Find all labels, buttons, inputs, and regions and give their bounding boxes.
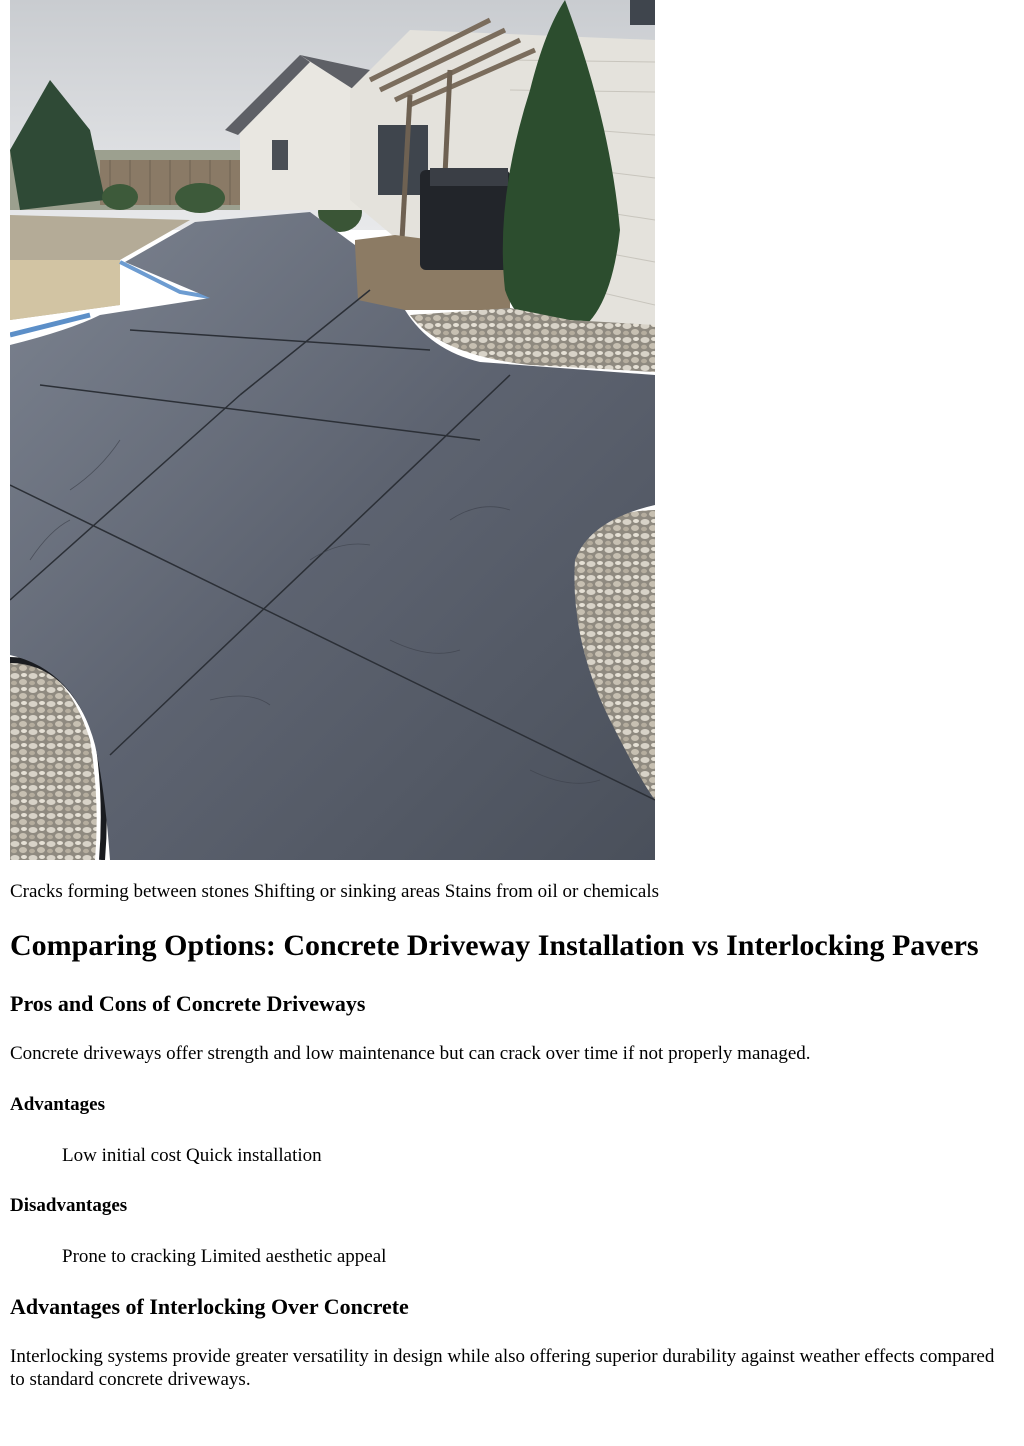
- section-paragraph-interlocking: Interlocking systems provide greater versatility in design while also offering superior durability against weather effects compared to standard concrete driveways.: [10, 1346, 995, 1390]
- section-heading-interlocking-advantages: Advantages of Interlocking Over Concrete: [10, 1294, 409, 1319]
- advantages-heading: Advantages: [10, 1094, 106, 1115]
- main-heading: Comparing Options: Concrete Driveway Installation vs Interlocking Pavers: [10, 929, 979, 962]
- image-caption: Cracks forming between stones Shifting or sinking areas Stains from oil or chemicals: [10, 881, 660, 902]
- disadvantages-heading: Disadvantages: [10, 1195, 128, 1216]
- advantages-list: Low initial cost Quick installation: [62, 1145, 322, 1166]
- section-heading-concrete-pros-cons: Pros and Cons of Concrete Driveways: [10, 991, 366, 1016]
- disadvantages-list: Prone to cracking Limited aesthetic appeal: [62, 1246, 387, 1267]
- hero-photo-illustration: [10, 0, 655, 860]
- section-paragraph-concrete: Concrete driveways offer strength and low maintenance but can crack over time if not properly managed.: [10, 1043, 811, 1064]
- hero-photo: [10, 0, 655, 860]
